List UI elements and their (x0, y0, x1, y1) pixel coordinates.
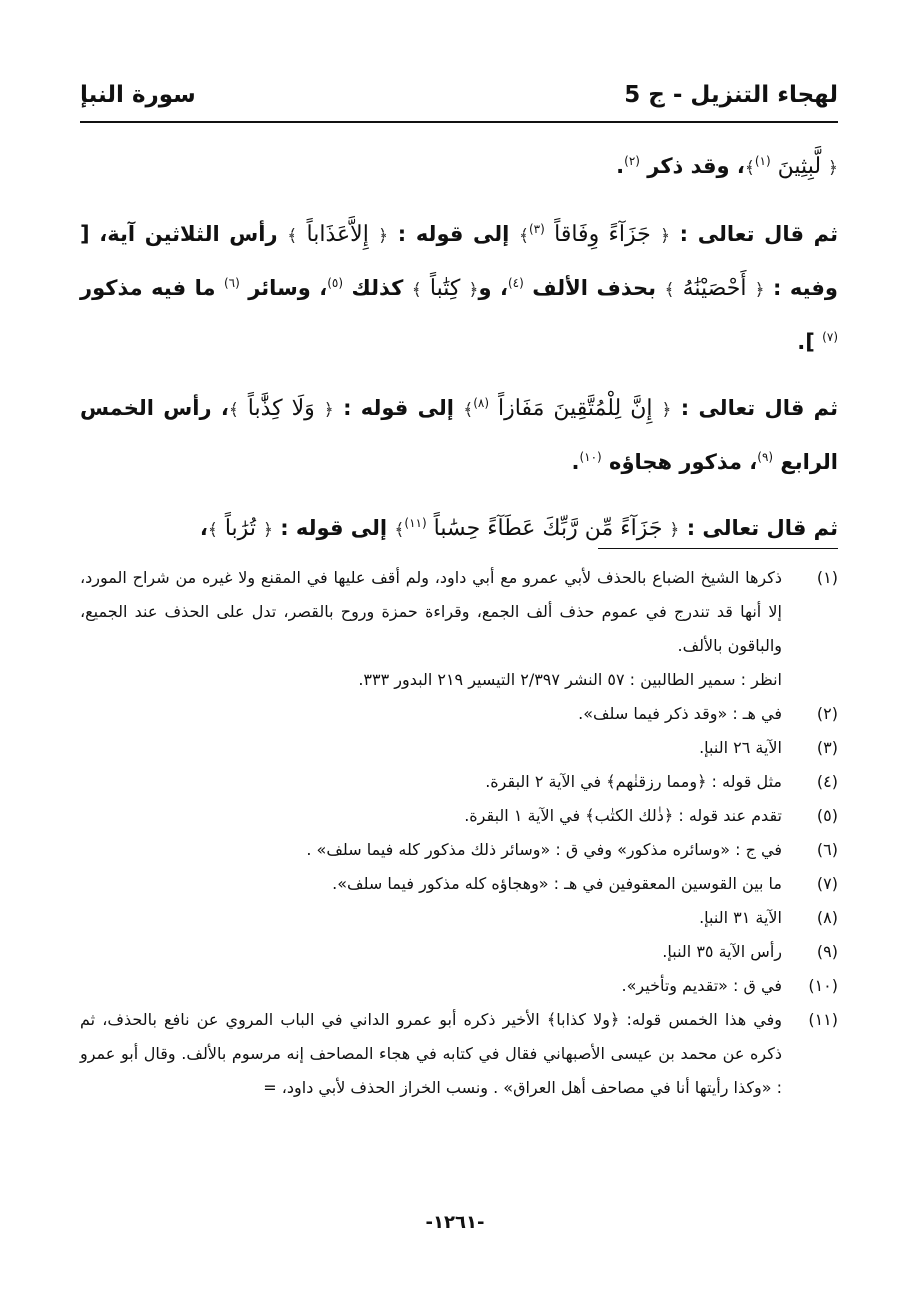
footnote-number: (١٠) (808, 976, 838, 995)
footnote-number: (١) (816, 568, 838, 587)
text-run: ، وسائر (239, 276, 328, 300)
text-run: ، رأس الخمس الرابع (80, 396, 838, 474)
text-run: . (571, 450, 580, 474)
quran-verse: جَزَآءً وِفَاقاً (544, 222, 661, 247)
quran-verse: وَلَا كِذَّٰباً (238, 396, 324, 421)
header-rule (80, 121, 838, 123)
ornate-bracket: ﴿ (468, 280, 479, 300)
footnote-ref: (٣) (528, 222, 545, 236)
footnote-ref: (٦) (223, 276, 240, 290)
ornate-bracket: ﴾ (287, 226, 298, 246)
footnote-ref: (٥) (327, 276, 344, 290)
footnote-number: (٣) (816, 738, 838, 757)
footnote-ref: (٢) (624, 154, 640, 168)
footnote-text: رأس الآية ٣٥ النبإ. (662, 942, 782, 961)
footnote (80, 901, 838, 935)
text-run: ثم قال تعالى : (671, 396, 839, 420)
main-text (80, 138, 838, 554)
footnote-number: (٦) (816, 840, 838, 859)
text-run: بحذف الألف (523, 276, 665, 300)
footnote-separator (598, 548, 838, 549)
ornate-bracket: ﴾ (744, 158, 755, 178)
ornate-bracket: ﴿ (660, 226, 671, 246)
footnote-number: (٥) (816, 806, 838, 825)
body-paragraph (80, 380, 838, 486)
footnote-number: (٩) (816, 942, 838, 961)
footnote-text: الآية ٢٦ النبإ. (699, 738, 782, 757)
footnote (80, 663, 838, 697)
footnote-text: انظر : سمير الطالبين : ٥٧ النشر ٢/٣٩٧ التيسير ٢١٩ البدور ٣٣٣. (358, 670, 782, 689)
page-number: -١٢٦١- (425, 1212, 485, 1233)
surah-title: سورة النبإ (80, 82, 196, 108)
footnote-ref: (٩) (757, 450, 774, 464)
footnote (80, 935, 838, 969)
footnote-text: وفي هذا الخمس قوله: ﴿ولا كذابا﴾ الأخير ذكره أبو عمرو الداني في الباب المروي عن نافع بالحذف، ثم ذكره عن محمد بن عيسى الأصبهاني فقال في كتابه في هجاء المصاحف إنه مرسوم بالألف. وقال أبو عمرو : «وكذا رأيتها أنا في مصاحف أهل العراق» . ونسب الخراز الحذف لأبي داود، = (80, 1010, 782, 1097)
text-run: كذلك (343, 276, 412, 300)
footnote (80, 765, 838, 799)
footnote-text: في هـ : «وقد ذكر فيما سلف». (578, 704, 782, 723)
ornate-bracket: ﴾ (207, 520, 218, 540)
footnote-number: (١١) (808, 1010, 838, 1029)
ornate-bracket: ﴿ (262, 520, 273, 540)
text-run: ، و (478, 276, 508, 300)
footnote (80, 833, 838, 867)
text-run: إلى قوله : (333, 396, 464, 420)
ornate-bracket: ﴿ (669, 520, 680, 540)
ornate-bracket: ﴾ (411, 280, 422, 300)
footnote-ref: (٨) (473, 396, 490, 410)
ornate-bracket: ﴿ (754, 280, 765, 300)
quran-verse: أَحْصَيْنَٰهُ (674, 276, 755, 301)
ornate-bracket: ﴾ (664, 280, 675, 300)
quran-verse: لَّبِثِينَ (770, 154, 829, 179)
text-run: ثم قال تعالى : (679, 516, 838, 540)
text-run: رأس الثلاثين آية، [ وفيه : (80, 222, 838, 300)
text-run: إلى قوله : (388, 222, 519, 246)
footnote-ref: (٧) (822, 330, 838, 344)
body-paragraph (80, 500, 838, 554)
footnote (80, 969, 838, 1003)
footnote-number: (٨) (816, 908, 838, 927)
footnote (80, 799, 838, 833)
footnote-ref: (١) (754, 154, 771, 168)
text-run: ، مذكور هجاؤه (601, 450, 758, 474)
quran-verse: جَزَآءً مِّن رَّبِّكَ عَطَآءً حِسَٰباً (426, 516, 670, 541)
quran-verse: تُرَٰباً (217, 516, 263, 541)
ornate-bracket: ﴿ (828, 158, 838, 178)
footnote-ref: (٤) (507, 276, 524, 290)
footnote-number: (٢) (816, 704, 838, 723)
footnote (80, 561, 838, 663)
footnote-text: ما بين القوسين المعقوفين في هـ : «وهجاؤه كله مذكور فيما سلف». (332, 874, 782, 893)
footnotes (80, 561, 838, 1105)
footnote (80, 697, 838, 731)
quran-verse: إِنَّ لِلْمُتَّقِينَ مَفَازاً (489, 396, 662, 421)
footnote-text: مثل قوله : ﴿ومما رزقنٰهم﴾ في الآية ٢ البقرة. (485, 772, 782, 791)
footnote (80, 867, 838, 901)
running-header (80, 72, 838, 118)
book-title: لهجاء التنزيل - ج 5 (624, 82, 838, 108)
footnote-number: (٤) (816, 772, 838, 791)
text-run: ، وقد ذكر (639, 154, 745, 178)
ornate-bracket: ﴿ (661, 400, 672, 420)
text-run: . (616, 154, 625, 178)
ornate-bracket: ﴾ (519, 226, 529, 246)
footnote-text: تقدم عند قوله : ﴿ذٰلك الكتٰب﴾ في الآية ١ البقرة. (464, 806, 782, 825)
footnote-ref: (١٠) (579, 450, 602, 464)
text-run: ما فيه مذكور (80, 276, 224, 300)
body-paragraph (80, 138, 838, 192)
text-run: ، (199, 516, 208, 540)
footnote (80, 731, 838, 765)
text-run: ثم قال تعالى : (670, 222, 839, 246)
ornate-bracket: ﴿ (378, 226, 389, 246)
quran-verse: كِتَٰباً (421, 276, 469, 301)
footnote-ref: (١١) (404, 516, 427, 530)
quran-verse: إِلاَّعَذَاباً (297, 222, 379, 247)
footnote-text: الآية ٣١ النبإ. (699, 908, 782, 927)
footnote-text: في ج : «وسائره مذكور» وفي ق : «وسائر ذلك مذكور كله فيما سلف» . (306, 840, 782, 859)
footnote-text: ذكرها الشيخ الضباع بالحذف لأبي عمرو مع أبي داود، ولم أقف عليها في المقنع ولا غيره من شراح المورد، إلا أنها قد تندرج في عموم حذف ألف الجمع، وقراءة حمزة وروح بالقصر، تدل على الحذف عند الجميع، والباقون بالألف. (80, 568, 782, 655)
footnote (80, 1003, 838, 1105)
footnote-number: (٧) (816, 874, 838, 893)
ornate-bracket: ﴾ (463, 400, 474, 420)
ornate-bracket: ﴿ (323, 400, 334, 420)
ornate-bracket: ﴾ (394, 520, 405, 540)
text-run: إلى قوله : (272, 516, 395, 540)
ornate-bracket: ﴾ (228, 400, 239, 420)
footnote-text: في ق : «تقديم وتأخير». (621, 976, 782, 995)
text-run: ]. (797, 330, 823, 354)
body-paragraph (80, 206, 838, 366)
